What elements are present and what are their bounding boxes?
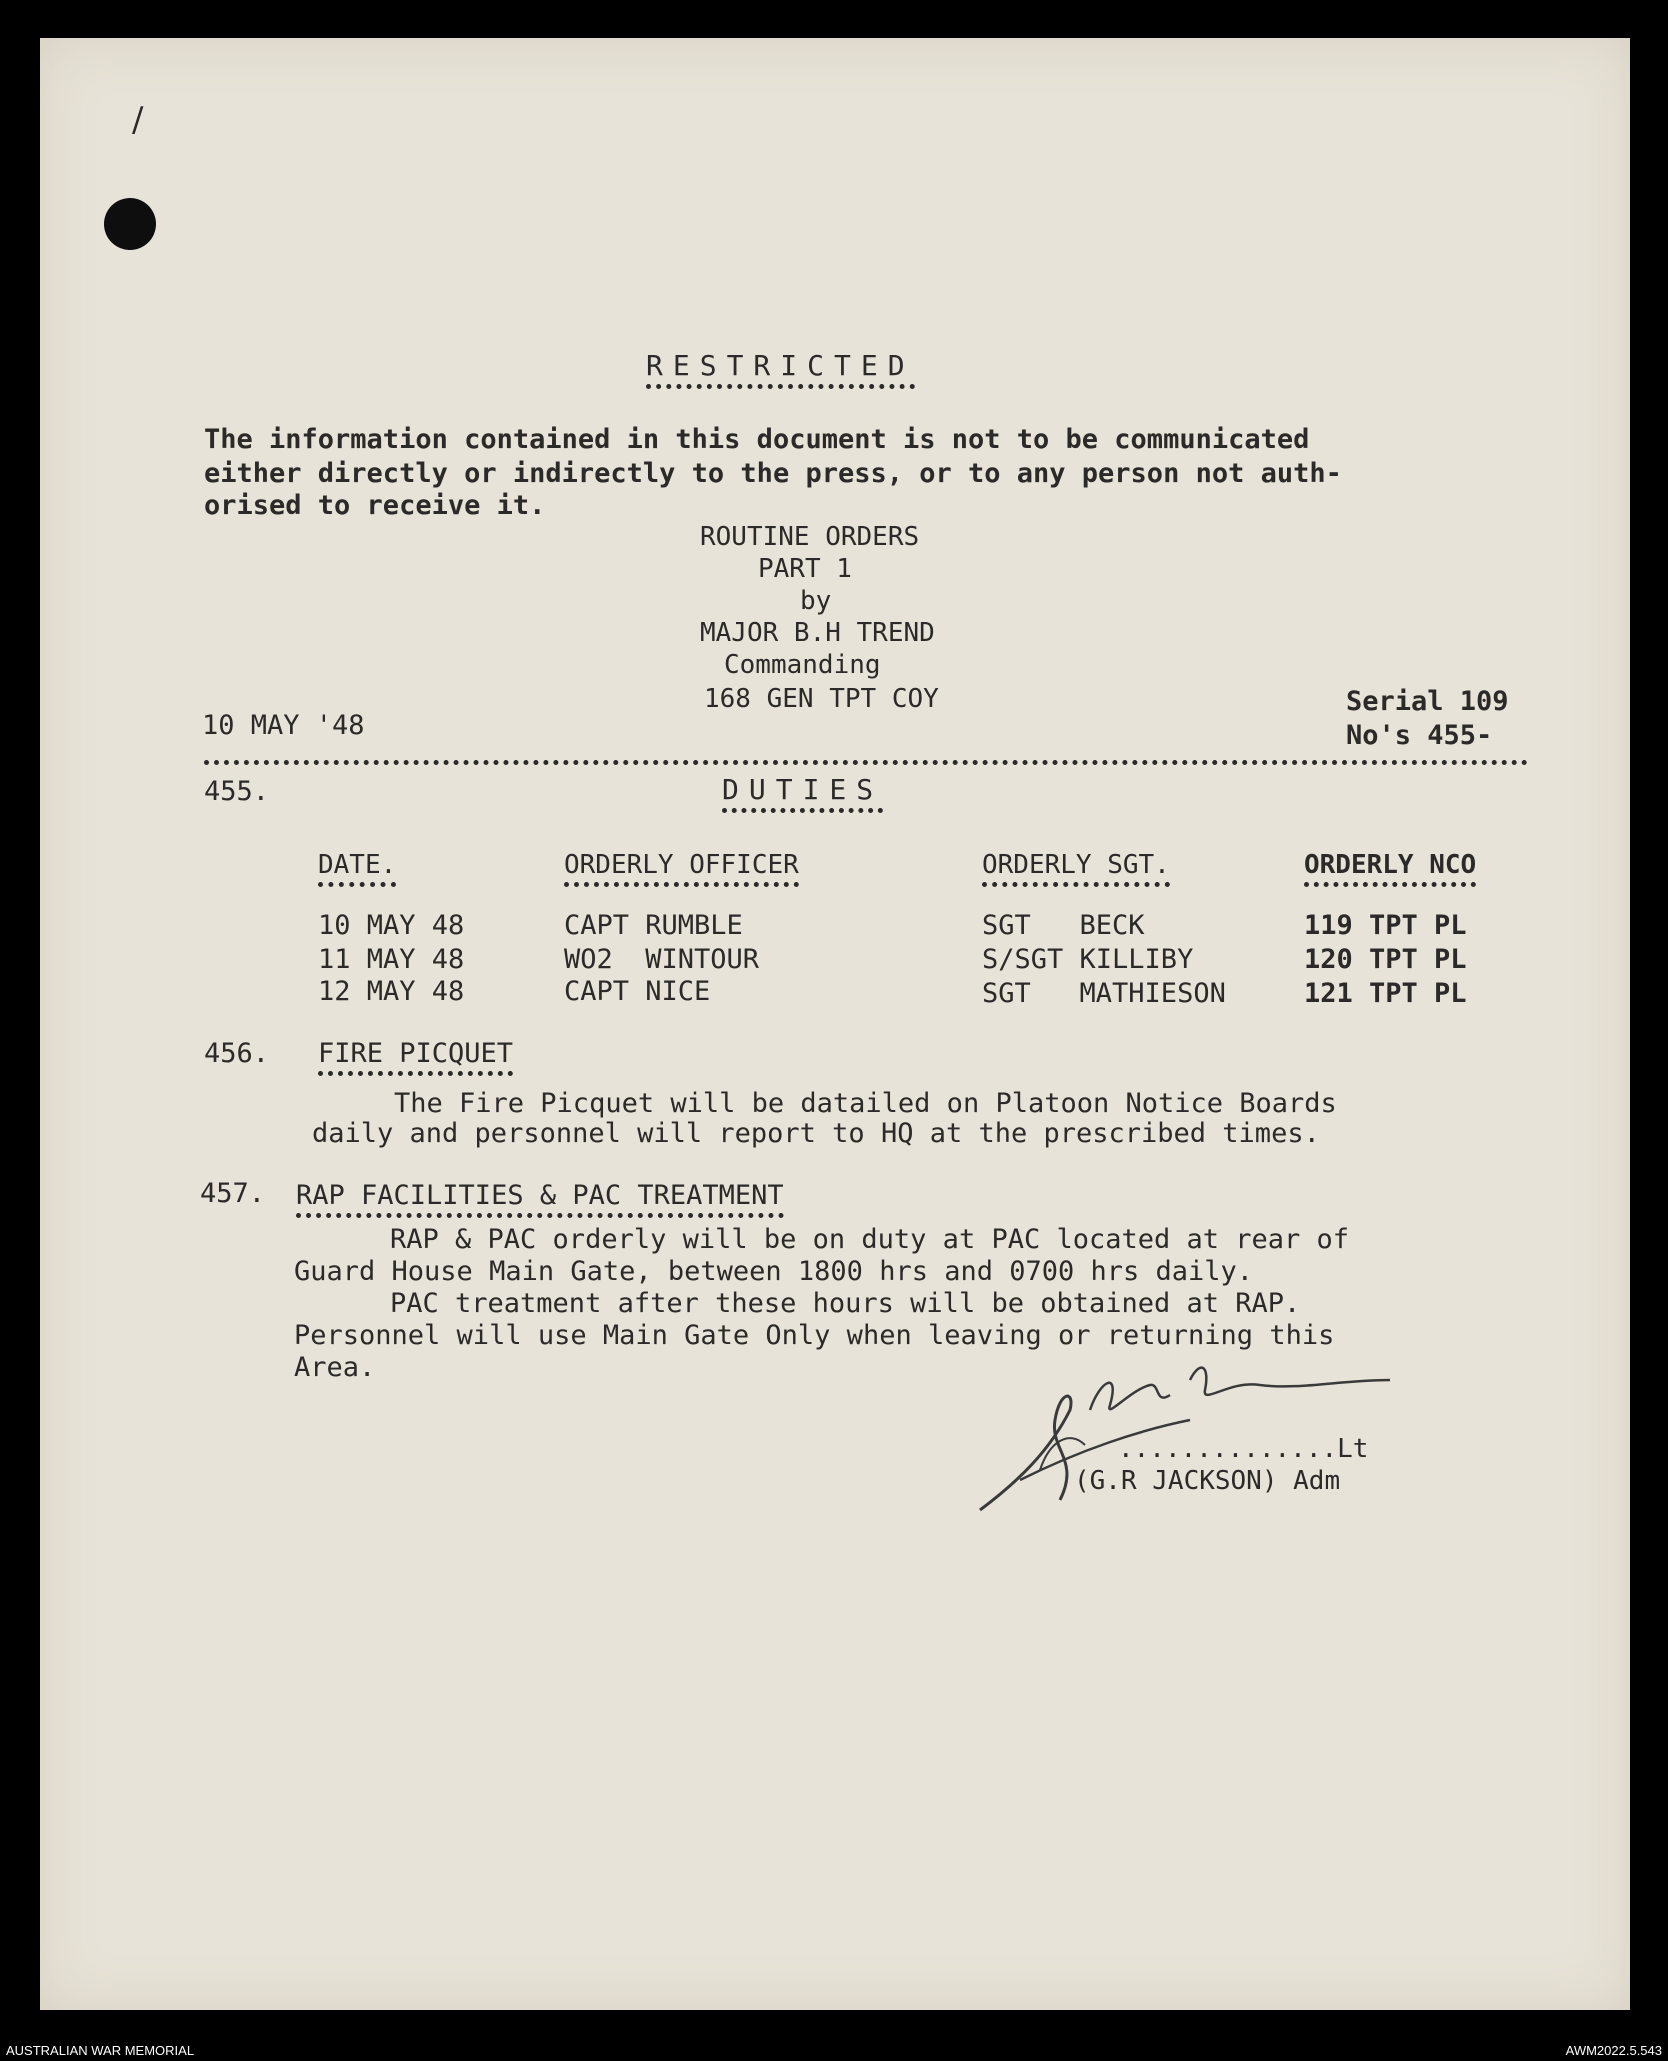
title-part: PART 1: [758, 554, 852, 584]
col-date: DATE.: [318, 852, 396, 887]
classification-heading: RESTRICTED: [646, 352, 915, 389]
row-2-date: 11 MAY 48: [318, 944, 465, 975]
item-455-number: 455.: [204, 776, 270, 807]
row-2-officer: WO2 WINTOUR: [564, 944, 760, 975]
rap-line-5: Area.: [294, 1352, 376, 1383]
title-unit: 168 GEN TPT COY: [704, 684, 939, 714]
notice-line-1: The information contained in this document is not to be communicated: [204, 424, 1310, 455]
item-456-number: 456.: [204, 1038, 270, 1069]
punch-hole: [104, 198, 156, 250]
row-3-nco: 121 TPT PL: [1304, 978, 1467, 1009]
signature-rank-line: ..............Lt: [1118, 1434, 1369, 1464]
signature-name-line: (G.R JACKSON) Adm: [1074, 1466, 1341, 1496]
item-457-number: 457.: [200, 1178, 266, 1209]
rap-line-3: PAC treatment after these hours will be obtained at RAP.: [390, 1288, 1301, 1319]
row-1-nco: 119 TPT PL: [1304, 910, 1467, 941]
notice-line-3: orised to receive it.: [204, 490, 546, 521]
fire-picquet-heading: FIRE PICQUET: [318, 1040, 513, 1076]
row-3-sgt: SGT MATHIESON: [982, 978, 1226, 1009]
fire-picquet-line-2: daily and personnel will report to HQ at the prescribed times.: [312, 1118, 1320, 1149]
duties-heading: DUTIES: [722, 776, 883, 813]
title-by: by: [800, 586, 832, 616]
col-orderly-sgt: ORDERLY SGT.: [982, 852, 1170, 887]
order-numbers: No's 455-: [1346, 720, 1493, 751]
order-date: 10 MAY '48: [202, 710, 365, 741]
row-1-officer: CAPT RUMBLE: [564, 910, 743, 941]
title-routine-orders: ROUTINE ORDERS: [700, 522, 920, 552]
rap-line-1: RAP & PAC orderly will be on duty at PAC located at rear of: [390, 1224, 1350, 1255]
fire-picquet-line-1: The Fire Picquet will be datailed on Platoon Notice Boards: [394, 1088, 1337, 1119]
col-orderly-nco: ORDERLY NCO: [1304, 852, 1476, 887]
footer-institution: AUSTRALIAN WAR MEMORIAL: [6, 2043, 195, 2058]
margin-mark: /: [132, 100, 144, 140]
row-1-sgt: SGT BECK: [982, 910, 1145, 941]
row-1-date: 10 MAY 48: [318, 910, 465, 941]
serial-number: Serial 109: [1346, 686, 1509, 717]
rap-line-2: Guard House Main Gate, between 1800 hrs and 0700 hrs daily.: [294, 1256, 1254, 1287]
footer-accession: AWM2022.5.543: [1565, 2043, 1662, 2058]
row-2-nco: 120 TPT PL: [1304, 944, 1467, 975]
rap-line-4: Personnel will use Main Gate Only when leaving or returning this: [294, 1320, 1335, 1351]
rap-heading: RAP FACILITIES & PAC TREATMENT: [296, 1182, 784, 1218]
title-major: MAJOR B.H TREND: [700, 618, 935, 648]
row-3-date: 12 MAY 48: [318, 976, 465, 1007]
row-3-officer: CAPT NICE: [564, 976, 711, 1007]
separator-line: [204, 760, 1528, 765]
row-2-sgt: S/SGT KILLIBY: [982, 944, 1194, 975]
document-page: [40, 38, 1630, 2010]
notice-line-2: either directly or indirectly to the press, or to any person not auth-: [204, 458, 1342, 489]
title-commanding: Commanding: [724, 650, 881, 680]
col-orderly-officer: ORDERLY OFFICER: [564, 852, 799, 887]
